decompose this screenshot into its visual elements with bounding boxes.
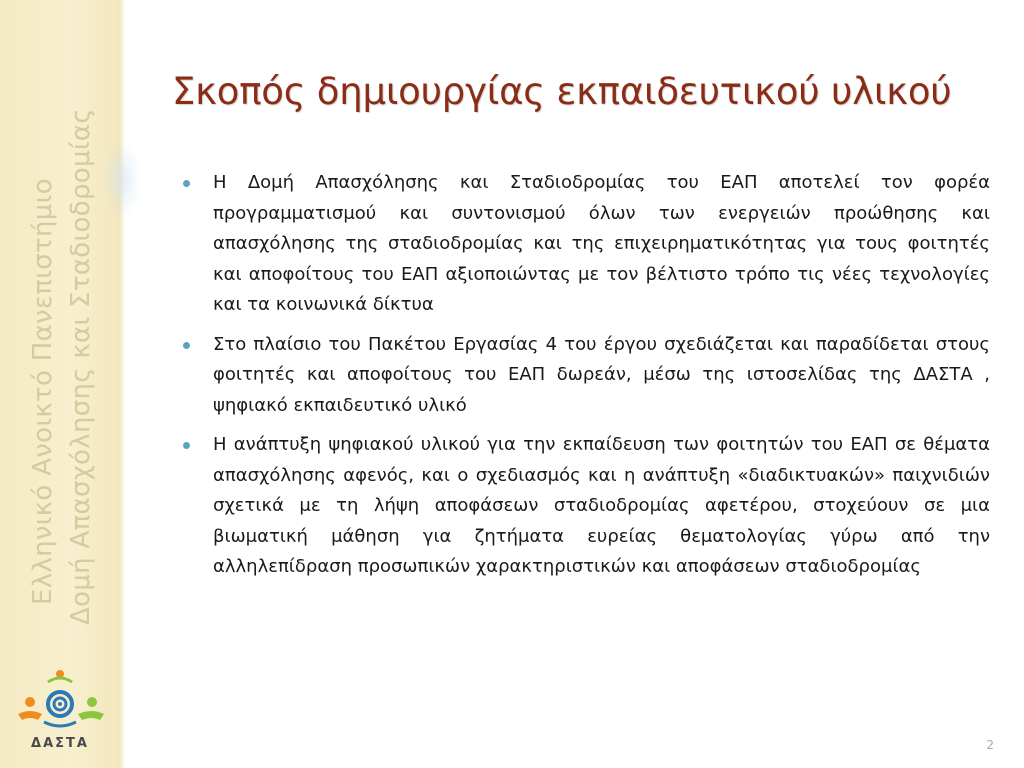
- dot-bullet-icon: [183, 442, 190, 449]
- bullet-text: Στο πλαίσιο του Πακέτου Εργασίας 4 του έργου σχεδιάζεται και παραδίδεται στους φοιτητές και αποφοίτους του ΕΑΠ δωρεάν, μέσω της ιστοσελίδας της ΔΑΣΤΑ , ψηφιακό εκπαιδευτικό υλικό: [213, 333, 990, 416]
- bullet-item: [180, 330, 990, 422]
- sidebar-glow-decoration: [102, 140, 142, 220]
- dasta-logo-icon: [8, 664, 112, 758]
- dot-bullet-icon: [183, 342, 190, 349]
- sidebar-university-name: Ελληνικό Ανοικτό Πανεπιστήμιο: [28, 178, 58, 605]
- bullet-text: Η Δομή Απασχόλησης και Σταδιοδρομίας του ΕΑΠ αποτελεί τον φορέα προγραμματισμού και συντονισμού όλων των ενεργειών προώθησης και απασχόλησης της σταδιοδρομίας και της επιχειρηματικότητας για τους φοιτητές και αποφοίτους του ΕΑΠ αξιοποιώντας με τον βέλτιστο τρόπο τις νέες τεχνολογίες και τα κοινωνικά δίκτυα: [213, 172, 990, 315]
- page-number: 2: [986, 738, 994, 752]
- slide-content: [180, 168, 990, 592]
- sidebar-edge-shadow: [119, 0, 125, 768]
- sidebar-department-name: Δομή Απασχόλησης και Σταδιοδρομίας: [66, 108, 96, 625]
- dasta-logo-graphic: [8, 664, 112, 736]
- slide-title: Σκοπός δημιουργίας εκπαιδευτικού υλικού: [172, 70, 952, 113]
- left-sidebar-band: [0, 0, 119, 768]
- bullet-item: [180, 168, 990, 321]
- dot-bullet-icon: [183, 180, 190, 187]
- logo-caption: ΔΑΣΤΑ: [31, 736, 89, 751]
- bullet-list: [180, 168, 990, 583]
- bullet-item: [180, 430, 990, 583]
- bullet-text: Η ανάπτυξη ψηφιακού υλικού για την εκπαίδευση των φοιτητών του ΕΑΠ σε θέματα απασχόλησης αφενός, και ο σχεδιασμός και η ανάπτυξη «διαδικτυακών» παιχνιδιών σχετικά με τη λήψη αποφάσεων σταδιοδρομίας αφετέρου, στοχεύουν σε μια βιωματική μάθηση για ζητήματα ευρείας θεματολογίας γύρω από την αλληλεπίδραση προσωπικών χαρακτηριστικών και αποφάσεων σταδιοδρομίας: [213, 434, 990, 577]
